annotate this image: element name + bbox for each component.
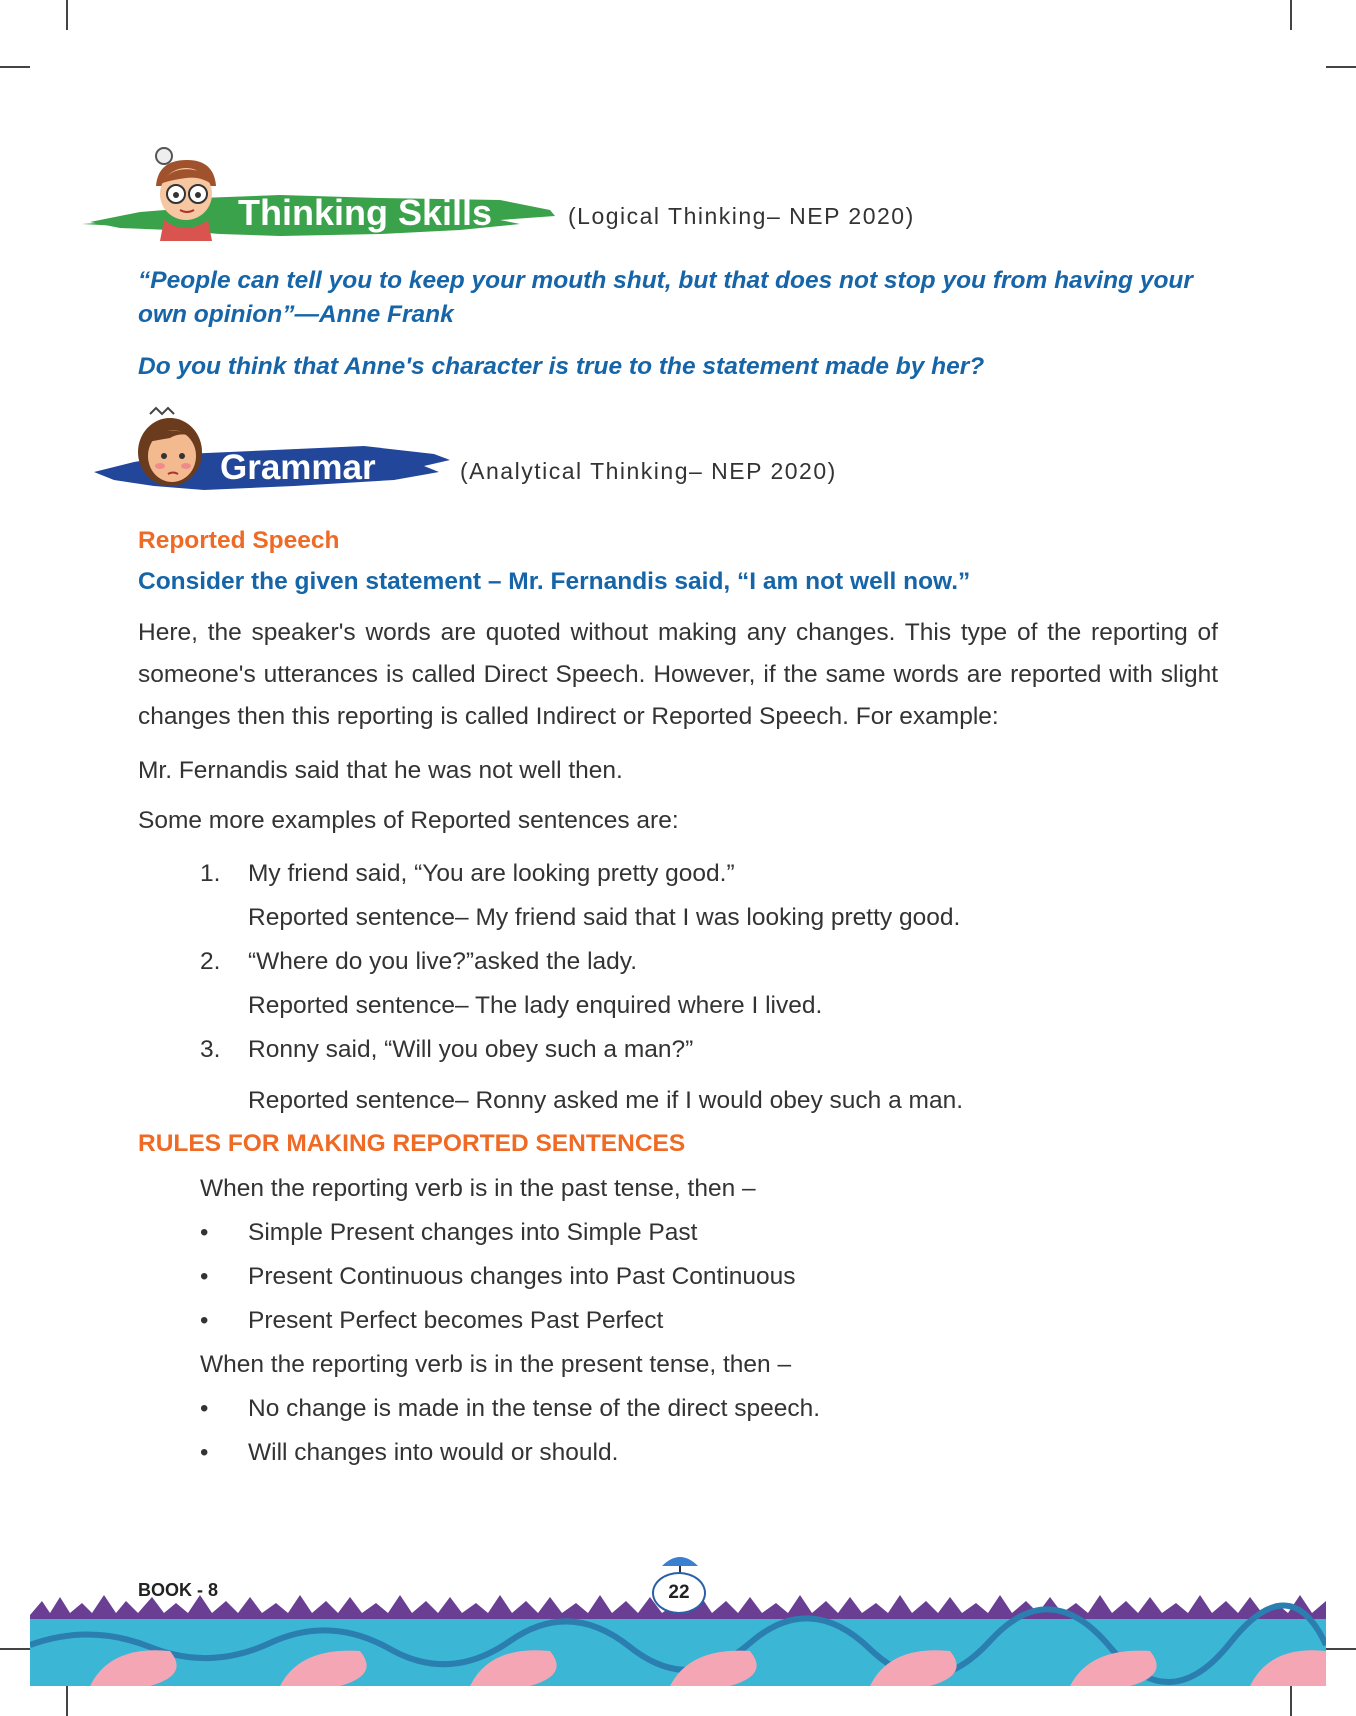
example-reported: Reported sentence– The lady enquired where I lived. (248, 992, 823, 1019)
grammar-banner (94, 406, 454, 506)
example-direct: Ronny said, “Will you obey such a man?” (248, 1036, 694, 1063)
thinking-question: Do you think that Anne's character is true to the statement made by her? (138, 353, 985, 380)
crop-mark (1290, 1686, 1292, 1716)
more-examples-intro: Some more examples of Reported sentences are: (138, 807, 679, 834)
rule-item: Will changes into would or should. (248, 1439, 619, 1466)
girl-character-icon (130, 406, 210, 496)
example-reported: Reported sentence– My friend said that I was looking pretty good. (248, 904, 961, 931)
bullet-icon: • (200, 1307, 209, 1334)
rule-item: Present Continuous changes into Past Continuous (248, 1263, 796, 1290)
thinking-skills-banner (80, 150, 560, 245)
direct-speech-paragraph: Here, the speaker's words are quoted without making any changes. This type of the reporting of someone's utterances is called Direct Speech. However, if the same words are reported with slight changes then this reporting is called Indirect or Reported Speech. For example: (138, 619, 1218, 730)
example-number: 3. (200, 1036, 221, 1063)
rule-item: Simple Present changes into Simple Past (248, 1219, 698, 1246)
rules-heading: RULES FOR MAKING REPORTED SENTENCES (138, 1130, 686, 1157)
bullet-icon: • (200, 1439, 209, 1466)
reported-speech-heading: Reported Speech (138, 527, 340, 554)
boy-character-icon (142, 146, 232, 241)
past-tense-intro: When the reporting verb is in the past tense, then – (200, 1175, 756, 1202)
example-number: 1. (200, 860, 221, 887)
bullet-icon: • (200, 1219, 209, 1246)
book-label: BOOK - 8 (138, 1580, 219, 1600)
anne-frank-quote: “People can tell you to keep your mouth shut, but that does not stop you from having your own opinion”—Anne Frank (138, 267, 1193, 328)
crop-mark (66, 0, 68, 30)
rule-item: No change is made in the tense of the direct speech. (248, 1395, 821, 1422)
crop-mark (1290, 0, 1292, 30)
umbrella-icon (660, 1548, 700, 1574)
example-line: Mr. Fernandis said that he was not well then. (138, 757, 623, 784)
rule-item: Present Perfect becomes Past Perfect (248, 1307, 664, 1334)
bullet-icon: • (200, 1263, 209, 1290)
thinking-skills-title: Thinking Skills (238, 192, 493, 233)
crop-mark (1326, 66, 1356, 68)
example-direct: My friend said, “You are looking pretty good.” (248, 860, 735, 887)
grammar-subtitle: (Analytical Thinking– NEP 2020) (460, 458, 837, 484)
given-statement: Consider the given statement – Mr. Fernandis said, “I am not well now.” (138, 568, 971, 595)
present-tense-intro: When the reporting verb is in the present tense, then – (200, 1351, 792, 1378)
thinking-skills-subtitle: (Logical Thinking– NEP 2020) (568, 203, 915, 229)
example-number: 2. (200, 948, 221, 975)
bullet-icon: • (200, 1395, 209, 1422)
crop-mark (0, 66, 30, 68)
example-reported: Reported sentence– Ronny asked me if I would obey such a man. (248, 1087, 963, 1114)
crop-mark (0, 1648, 30, 1650)
grammar-title: Grammar (220, 448, 376, 487)
crop-mark (1326, 1648, 1356, 1650)
crop-mark (66, 1686, 68, 1716)
example-direct: “Where do you live?”asked the lady. (248, 948, 638, 975)
page-number: 22 (652, 1572, 706, 1614)
